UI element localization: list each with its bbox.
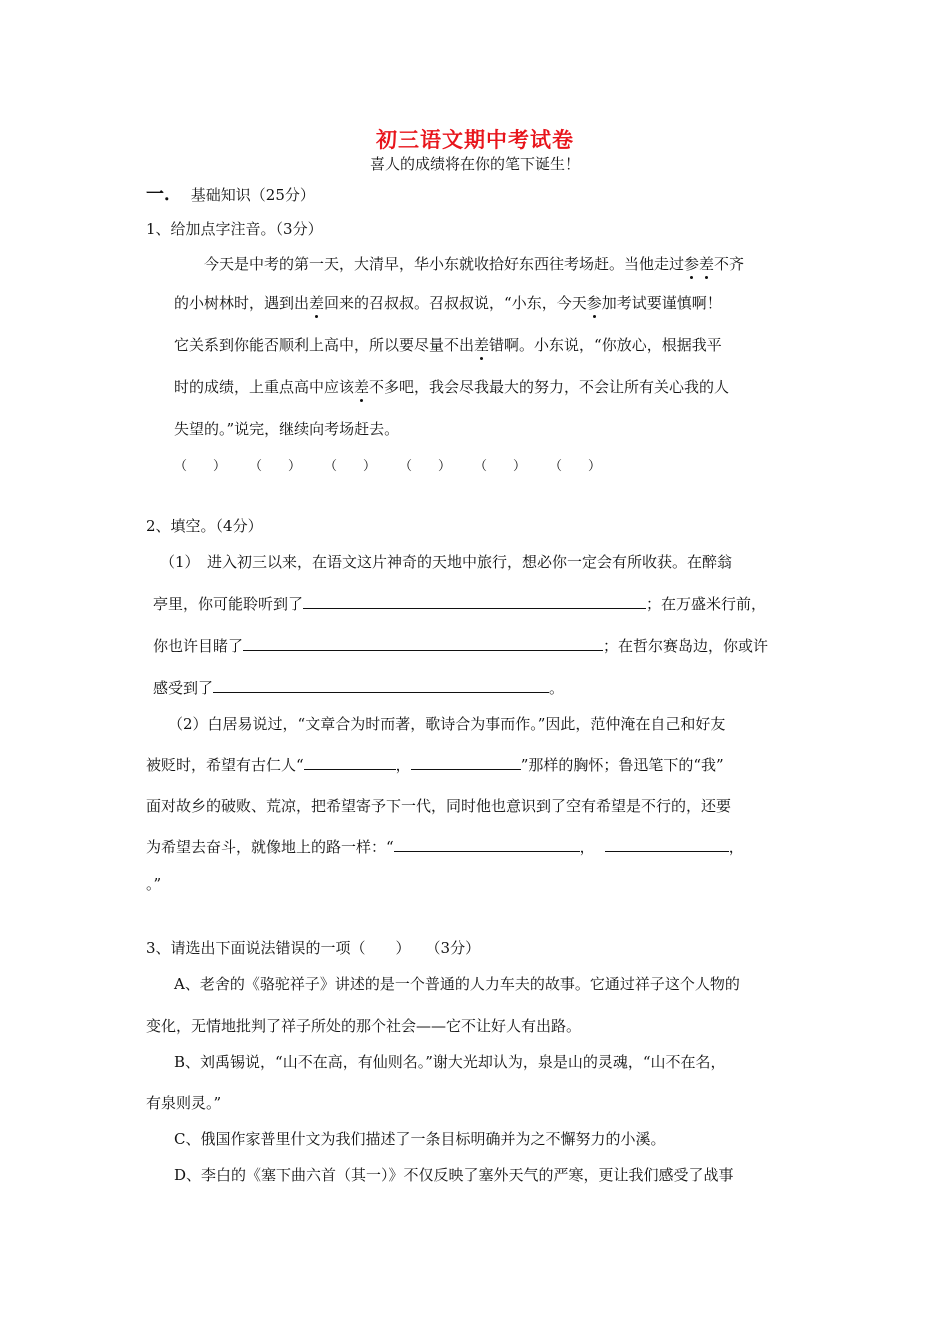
q2-p2-line4 xyxy=(146,836,744,857)
q2-p1-line2 xyxy=(153,593,766,614)
q2-p1-line4 xyxy=(153,677,564,698)
passage-line-5: 失望的。”说完，继续向考场赶去。 xyxy=(174,420,400,438)
option-a-line1: A、老舍的《骆驼祥子》讲述的是一个普通的人力车夫的故事。它通过祥子这个人物的 xyxy=(174,975,740,993)
fill-blank[interactable] xyxy=(303,593,646,609)
q2-p2-line5: 。” xyxy=(146,875,162,893)
answer-blank[interactable]: （ ） xyxy=(324,459,377,474)
passage-text: ”那样的胸怀；鲁迅笔下的“我” xyxy=(520,756,724,774)
passage-text: ， xyxy=(395,756,411,774)
passage-line-1 xyxy=(204,253,744,274)
passage-text: 的小树林时，遇到出 xyxy=(174,294,310,312)
passage-text: 不多吧，我会尽我最大的努力，不会让所有关心我的人 xyxy=(369,378,730,396)
passage-text: ， xyxy=(728,838,744,856)
dotted-char: 差 xyxy=(354,378,370,396)
passage-text: 它关系到你能否顺利上高中，所以要尽量不出 xyxy=(174,336,475,354)
answer-parens xyxy=(174,455,624,474)
section-number: 一． xyxy=(146,184,182,205)
q2-p1-line3 xyxy=(153,635,768,656)
question-1-heading: 1、给加点字注音。（3分） xyxy=(146,220,323,238)
page-title: 初三语文期中考试卷 xyxy=(376,128,574,152)
dotted-char: 差 xyxy=(309,294,325,312)
page-subtitle: 喜人的成绩将在你的笔下诞生！ xyxy=(369,155,580,173)
passage-text: 加考试要谨慎啊！ xyxy=(601,294,722,312)
section-heading xyxy=(146,180,315,206)
question-3-heading: 3、请选出下面说法错误的一项（ ） （3分） xyxy=(146,939,481,957)
passage-text: 为希望去奋斗，就像地上的路一样：“ xyxy=(146,838,394,856)
option-d-line1: D、李白的《塞下曲六首（其一）》不仅反映了塞外天气的严寒，更让我们感受了战事 xyxy=(174,1166,734,1184)
passage-text: ；在万盛米行前， xyxy=(646,595,767,613)
answer-blank[interactable]: （ ） xyxy=(399,459,452,474)
q2-p2-line1: （2）白居易说过，“文章合为时而著，歌诗合为事而作。”因此，范仲淹在自己和好友 xyxy=(168,715,726,733)
q2-p2-line3: 面对故乡的破败、荒凉，把希望寄予下一代，同时他也意识到了空有希望是不行的，还要 xyxy=(146,797,732,815)
section-label: 基础知识（25分） xyxy=(190,186,315,204)
answer-blank[interactable]: （ ） xyxy=(474,459,527,474)
passage-text: 不齐 xyxy=(714,255,745,273)
passage-text: 。 xyxy=(549,679,565,697)
q2-p1-line1: （1） 进入初三以来，在语文这片神奇的天地中旅行，想必你一定会有所收获。在醉翁 xyxy=(160,553,733,571)
dotted-char: 差 xyxy=(699,255,715,273)
passage-line-2 xyxy=(174,292,722,313)
passage-text: 感受到了 xyxy=(153,679,214,697)
dotted-char: 参 xyxy=(586,294,602,312)
option-c-line1: C、俄国作家普里什文为我们描述了一条目标明确并为之不懈努力的小溪。 xyxy=(174,1130,666,1148)
passage-text: 亭里，你可能聆听到了 xyxy=(153,595,304,613)
passage-line-3 xyxy=(174,334,722,355)
passage-text: 回来的召叔叔。召叔叔说，“小东，今天 xyxy=(324,294,587,312)
fill-blank[interactable] xyxy=(304,754,396,770)
option-b-line1: B、刘禹锡说，“山不在高，有仙则名。”谢大光却认为，泉是山的灵魂，“山不在名， xyxy=(174,1053,726,1071)
passage-text: 时的成绩，上重点高中应该 xyxy=(174,378,355,396)
fill-blank[interactable] xyxy=(605,836,729,852)
answer-blank[interactable]: （ ） xyxy=(249,459,302,474)
passage-text: ， xyxy=(579,838,595,856)
passage-text: 被贬时，希望有古仁人“ xyxy=(146,756,304,774)
fill-blank[interactable] xyxy=(243,635,603,651)
fill-blank[interactable] xyxy=(394,836,580,852)
option-a-line2: 变化，无情地批判了祥子所处的那个社会——它不让好人有出路。 xyxy=(146,1017,582,1035)
question-2-heading: 2、填空。（4分） xyxy=(146,517,263,535)
q2-p2-line2 xyxy=(146,754,724,775)
passage-text: 今天是中考的第一天，大清早，华小东就收拾好东西往考场赶。当他走过 xyxy=(204,255,685,273)
passage-line-4 xyxy=(174,376,729,397)
answer-blank[interactable]: （ ） xyxy=(174,459,227,474)
option-b-line2: 有泉则灵。” xyxy=(146,1094,222,1112)
fill-blank[interactable] xyxy=(411,754,521,770)
dotted-char: 差 xyxy=(474,336,490,354)
passage-text: 错啊。小东说，“你放心，根据我平 xyxy=(489,336,722,354)
passage-text: 你也许目睹了 xyxy=(153,637,244,655)
fill-blank[interactable] xyxy=(213,677,549,693)
answer-blank[interactable]: （ ） xyxy=(549,459,602,474)
passage-text: ；在哲尔赛岛边，你或许 xyxy=(603,637,769,655)
dotted-char: 参 xyxy=(684,255,700,273)
